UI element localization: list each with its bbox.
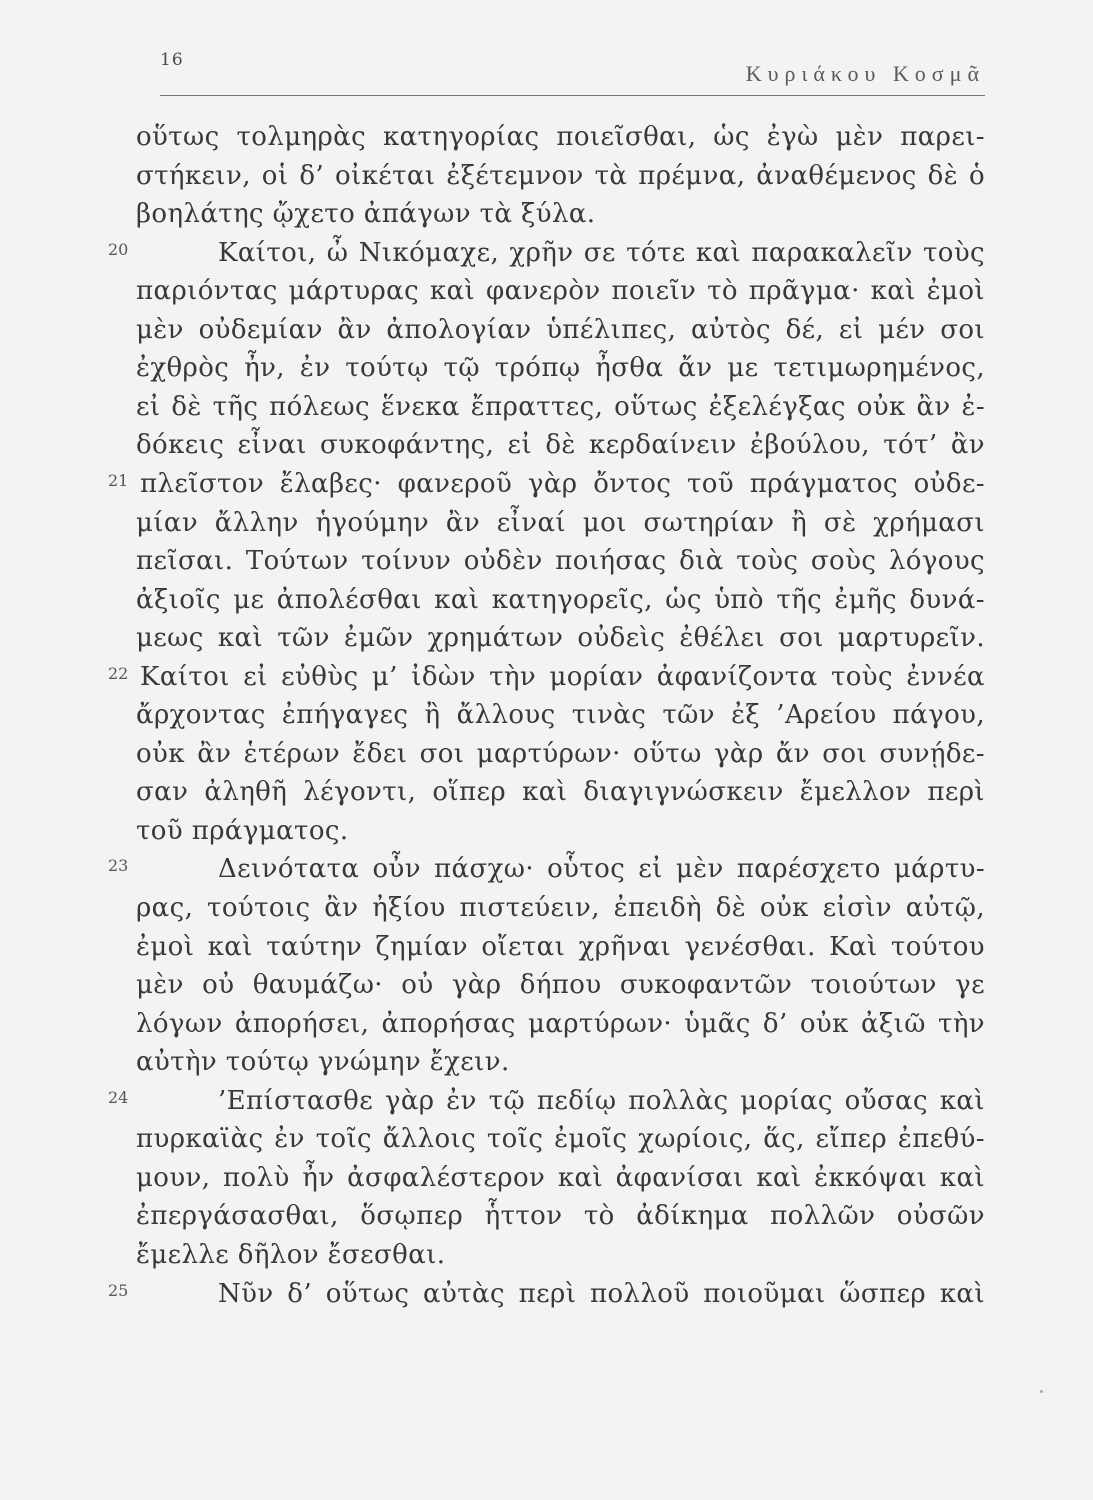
line-text: λόγων ἀπορήσει, ἀπορήσας μαρτύρων· ὑμᾶς δ’ οὐκ ἀξιῶ τὴν <box>136 1008 985 1039</box>
text-line <box>0 426 1093 466</box>
text-line <box>0 889 1093 929</box>
line-text: οὕτως τολμηρὰς κατηγορίας ποιεῖσθαι, ὡς ἐγὼ μὲν παρει- <box>136 122 985 152</box>
page-number: 16 <box>160 50 184 70</box>
line-text: ’Επίστασθε γὰρ ἐν τῷ πεδίῳ πολλὰς μορίας οὔσας καὶ <box>218 1085 985 1116</box>
line-text: Καίτοι εἰ εὐθὺς μ’ ἰδὼν τὴν μορίαν ἀφανίζοντα τοὺς ἐννέα <box>140 661 985 692</box>
line-text: ἄρχοντας ἐπήγαγες ἢ ἄλλους τινὰς τῶν ἐξ ’Αρείου πάγου, <box>136 700 985 731</box>
line-text: ἐχθρὸς ἦν, ἐν τούτῳ τῷ τρόπῳ ἦσθα ἄν με τετιμωρημένος, <box>136 353 985 384</box>
text-line <box>0 773 1093 813</box>
text-line <box>0 349 1093 389</box>
text-line <box>0 272 1093 312</box>
line-text: ἐμοὶ καὶ ταύτην ζημίαν οἴεται χρῆναι γενέσθαι. Καὶ τούτου <box>136 931 985 962</box>
text-line <box>0 465 1093 505</box>
line-text: μὲν οὐδεμίαν ἂν ἀπολογίαν ὑπέλιπες, αὐτὸς δέ, εἰ μέν σοι <box>136 314 985 345</box>
text-line <box>0 157 1093 197</box>
line-text: πεῖσαι. Τούτων τοίνυν οὐδὲν ποιήσας διὰ τοὺς σοὺς λόγους <box>136 546 985 577</box>
text-line <box>0 195 1093 235</box>
line-text: παριόντας μάρτυρας καὶ φανερὸν ποιεῖν τὸ πρᾶγμα· καὶ ἐμοὶ <box>136 276 985 307</box>
text-line <box>0 542 1093 582</box>
line-text: μεως καὶ τῶν ἐμῶν χρημάτων οὐδεὶς ἐθέλει σοι μαρτυρεῖν. <box>136 623 985 654</box>
section-number: 23 <box>108 856 129 876</box>
line-text: μὲν οὐ θαυμάζω· οὐ γὰρ δήπου συκοφαντῶν τοιούτων γε <box>136 970 985 1001</box>
text-line <box>0 658 1093 698</box>
line-text: ρας, τούτοις ἂν ἠξίου πιστεύειν, ἐπειδὴ δὲ οὐκ εἰσὶν αὐτῷ, <box>136 893 985 923</box>
section-number: 22 <box>108 663 129 683</box>
running-head: Κυριάκου Κοσμᾶ <box>745 61 985 86</box>
line-text: πυρκαϊὰς ἐν τοῖς ἄλλοις τοῖς ἐμοῖς χωρίοις, ἅς, εἴπερ ἐπεθύ- <box>136 1124 985 1155</box>
text-line <box>0 928 1093 968</box>
text-line <box>0 1120 1093 1160</box>
line-text: σαν ἀληθῆ λέγοντι, οἵπερ καὶ διαγιγνώσκειν ἔμελλον περὶ <box>136 777 985 808</box>
line-text: δόκεις εἶναι συκοφάντης, εἰ δὲ κερδαίνειν ἐβούλου, τότ’ ἂν <box>136 430 985 461</box>
line-text: οὐκ ἂν ἑτέρων ἔδει σοι μαρτύρων· οὕτω γὰρ ἄν σοι συνῄδε- <box>136 738 985 769</box>
text-line <box>0 1159 1093 1199</box>
line-text: Νῦν δ’ οὕτως αὐτὰς περὶ πολλοῦ ποιοῦμαι ὥσπερ καὶ <box>218 1278 985 1309</box>
section-number: 24 <box>108 1087 129 1107</box>
text-line <box>0 966 1093 1006</box>
text-line <box>0 581 1093 621</box>
line-text: τοῦ πράγματος. <box>136 815 349 846</box>
line-text: εἰ δὲ τῆς πόλεως ἕνεκα ἔπραττες, οὕτως ἐξελέγξας οὐκ ἂν ἐ- <box>136 391 985 422</box>
text-line <box>0 311 1093 351</box>
section-number: 21 <box>108 470 129 490</box>
text-line <box>0 1082 1093 1122</box>
text-line <box>0 696 1093 736</box>
line-text: ἔμελλε δῆλον ἔσεσθαι. <box>136 1239 446 1270</box>
text-line <box>0 1005 1093 1045</box>
text-line <box>0 388 1093 428</box>
line-text: ἐπεργάσασθαι, ὅσῳπερ ἧττον τὸ ἀδίκημα πολλῶν οὐσῶν <box>136 1201 985 1232</box>
text-line <box>0 1197 1093 1237</box>
line-text: πλεῖστον ἔλαβες· φανεροῦ γὰρ ὄντος τοῦ πράγματος οὐδε- <box>140 468 985 499</box>
line-text: ἀξιοῖς με ἀπολέσθαι καὶ κατηγορεῖς, ὡς ὑπὸ τῆς ἐμῆς δυνά- <box>136 584 985 615</box>
text-line <box>0 1043 1093 1083</box>
text-line <box>0 118 1093 158</box>
line-text: Δεινότατα οὖν πάσχω· οὗτος εἰ μὲν παρέσχετο μάρτυ- <box>218 854 985 885</box>
text-line <box>0 735 1093 775</box>
line-text: αὐτὴν τούτῳ γνώμην ἔχειν. <box>136 1047 510 1078</box>
section-number: 20 <box>108 239 129 259</box>
line-text: μουν, πολὺ ἦν ἀσφαλέστερον καὶ ἀφανίσαι καὶ ἐκκόψαι καὶ <box>136 1162 985 1193</box>
text-line <box>0 850 1093 890</box>
text-line <box>0 1236 1093 1276</box>
header-rule <box>160 95 985 96</box>
section-number: 25 <box>108 1280 129 1300</box>
text-line <box>0 812 1093 852</box>
text-line <box>0 619 1093 659</box>
text-line <box>0 1275 1093 1315</box>
line-text: βοηλάτης ᾤχετο ἀπάγων τὰ ξύλα. <box>136 199 596 230</box>
line-text: μίαν ἄλλην ἡγούμην ἂν εἶναί μοι σωτηρίαν ἢ σὲ χρήμασι <box>136 507 985 538</box>
line-text: στήκειν, οἱ δ’ οἰκέται ἐξέτεμνον τὰ πρέμνα, ἀναθέμενος δὲ ὁ <box>136 160 985 191</box>
line-text: Καίτοι, ὦ Νικόμαχε, χρῆν σε τότε καὶ παρακαλεῖν τοὺς <box>218 237 985 268</box>
paper-speck <box>1040 1390 1043 1393</box>
text-line <box>0 234 1093 274</box>
text-line <box>0 504 1093 544</box>
